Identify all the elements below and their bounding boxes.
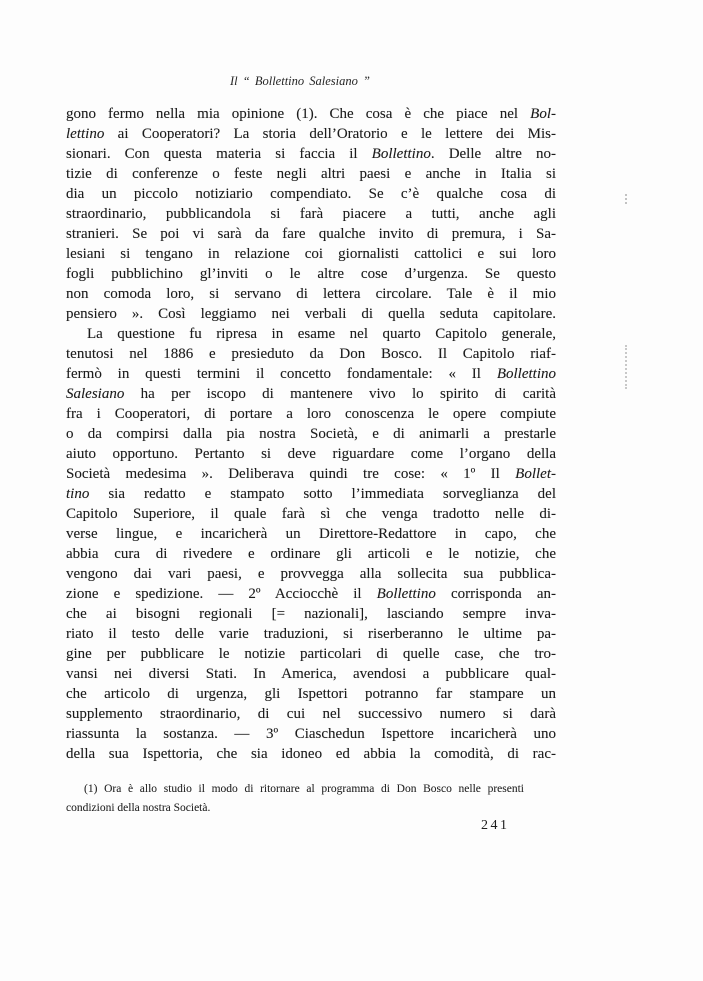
text-line: non comoda loro, si servano di lettera circolare. Tale è il mio bbox=[66, 286, 556, 302]
text-line: Capitolo Superiore, il quale farà sì che venga tradotto nelle di- bbox=[66, 506, 556, 522]
text-line: fogli pubblichino gl’inviti o le altre cose d’urgenza. Se questo bbox=[66, 266, 556, 282]
footnote-block bbox=[66, 780, 524, 818]
text-line: straordinario, pubblicandola si farà piacere a tutti, anche agli bbox=[66, 206, 556, 222]
text-line: vengono dai vari paesi, e provvegga alla sollecita sua pubblica- bbox=[66, 566, 556, 582]
page-number: 241 bbox=[481, 818, 510, 833]
text-line: vansi nei diversi Stati. In America, avendosi a pubblicare qual- bbox=[66, 666, 556, 682]
text-line: pensiero ». Così leggiamo nei verbali di quella seduta capitolare. bbox=[66, 306, 556, 322]
scan-artifact-dotted-line bbox=[625, 345, 627, 389]
text-line: sionari. Con questa materia si faccia il Bollettino. Delle altre no- bbox=[66, 146, 556, 162]
text-line: tenutosi nel 1886 e presieduto da Don Bosco. Il Capitolo riaf- bbox=[66, 346, 556, 362]
text-line: aiuto opportuno. Pertanto si deve riguardare come l’organo della bbox=[66, 446, 556, 462]
text-line: Società medesima ». Deliberava quindi tre cose: « 1º Il Bollet- bbox=[66, 466, 556, 482]
text-line: fra i Cooperatori, di portare a loro conoscenza le opere compiute bbox=[66, 406, 556, 422]
text-line: tino sia redatto e stampato sotto l’immediata sorveglianza del bbox=[66, 486, 556, 502]
running-header bbox=[0, 73, 600, 89]
text-line: stranieri. Se poi vi sarà da fare qualche invito di premura, i Sa- bbox=[66, 226, 556, 242]
text-line: condizioni della nostra Società. bbox=[66, 802, 211, 814]
text-line: Salesiano ha per iscopo di mantenere vivo lo spirito di carità bbox=[66, 386, 556, 402]
text-line: che ai bisogni regionali [= nazionali], lasciando sempre inva- bbox=[66, 606, 556, 622]
text-line: La questione fu ripresa in esame nel quarto Capitolo generale, bbox=[87, 326, 556, 342]
text-line: tizie di conferenze o feste negli altri paesi e anche in Italia si bbox=[66, 166, 556, 182]
text-line: lesiani si tengano in relazione coi giornalisti cattolici e sui loro bbox=[66, 246, 556, 262]
text-line: o da compirsi dalla pia nostra Società, e di animarli a prestarle bbox=[66, 426, 556, 442]
text-line: gono fermo nella mia opinione (1). Che cosa è che piace nel Bol- bbox=[66, 106, 556, 122]
text-line: riassunta la sostanza. — 3º Ciaschedun Ispettore incaricherà uno bbox=[66, 726, 556, 742]
text-line: della sua Ispettoria, che sia idoneo ed abbia la comodità, di rac- bbox=[66, 746, 556, 762]
text-line: supplemento straordinario, di cui nel successivo numero si darà bbox=[66, 706, 556, 722]
text-line: abbia cura di rivedere e ordinare gli articoli e le notizie, che bbox=[66, 546, 556, 562]
running-header-text: Il “ Bollettino Salesiano ” bbox=[230, 74, 370, 88]
text-line: (1) Ora è allo studio il modo di ritornare al programma di Don Bosco nelle presenti bbox=[84, 783, 524, 795]
text-line: dia un piccolo notiziario compendiato. Se c’è qualche cosa di bbox=[66, 186, 556, 202]
text-line: gine per pubblicare le notizie particolari di quelle case, che tro- bbox=[66, 646, 556, 662]
text-line: fermò in questi termini il concetto fondamentale: « Il Bollettino bbox=[66, 366, 556, 382]
text-line: riato il testo delle varie traduzioni, si riserberanno le ultime pa- bbox=[66, 626, 556, 642]
body-text-block bbox=[66, 104, 556, 764]
text-line: zione e spedizione. — 2º Acciocchè il Bollettino corrisponda an- bbox=[66, 586, 557, 602]
text-line: verse lingue, e incaricherà un Direttore-Redattore in capo, che bbox=[66, 526, 556, 542]
text-line: che articolo di urgenza, gli Ispettori potranno far stampare un bbox=[66, 686, 556, 702]
scan-artifact-dots bbox=[625, 194, 627, 204]
text-line: lettino ai Cooperatori? La storia dell’Oratorio e le lettere dei Mis- bbox=[66, 126, 556, 142]
